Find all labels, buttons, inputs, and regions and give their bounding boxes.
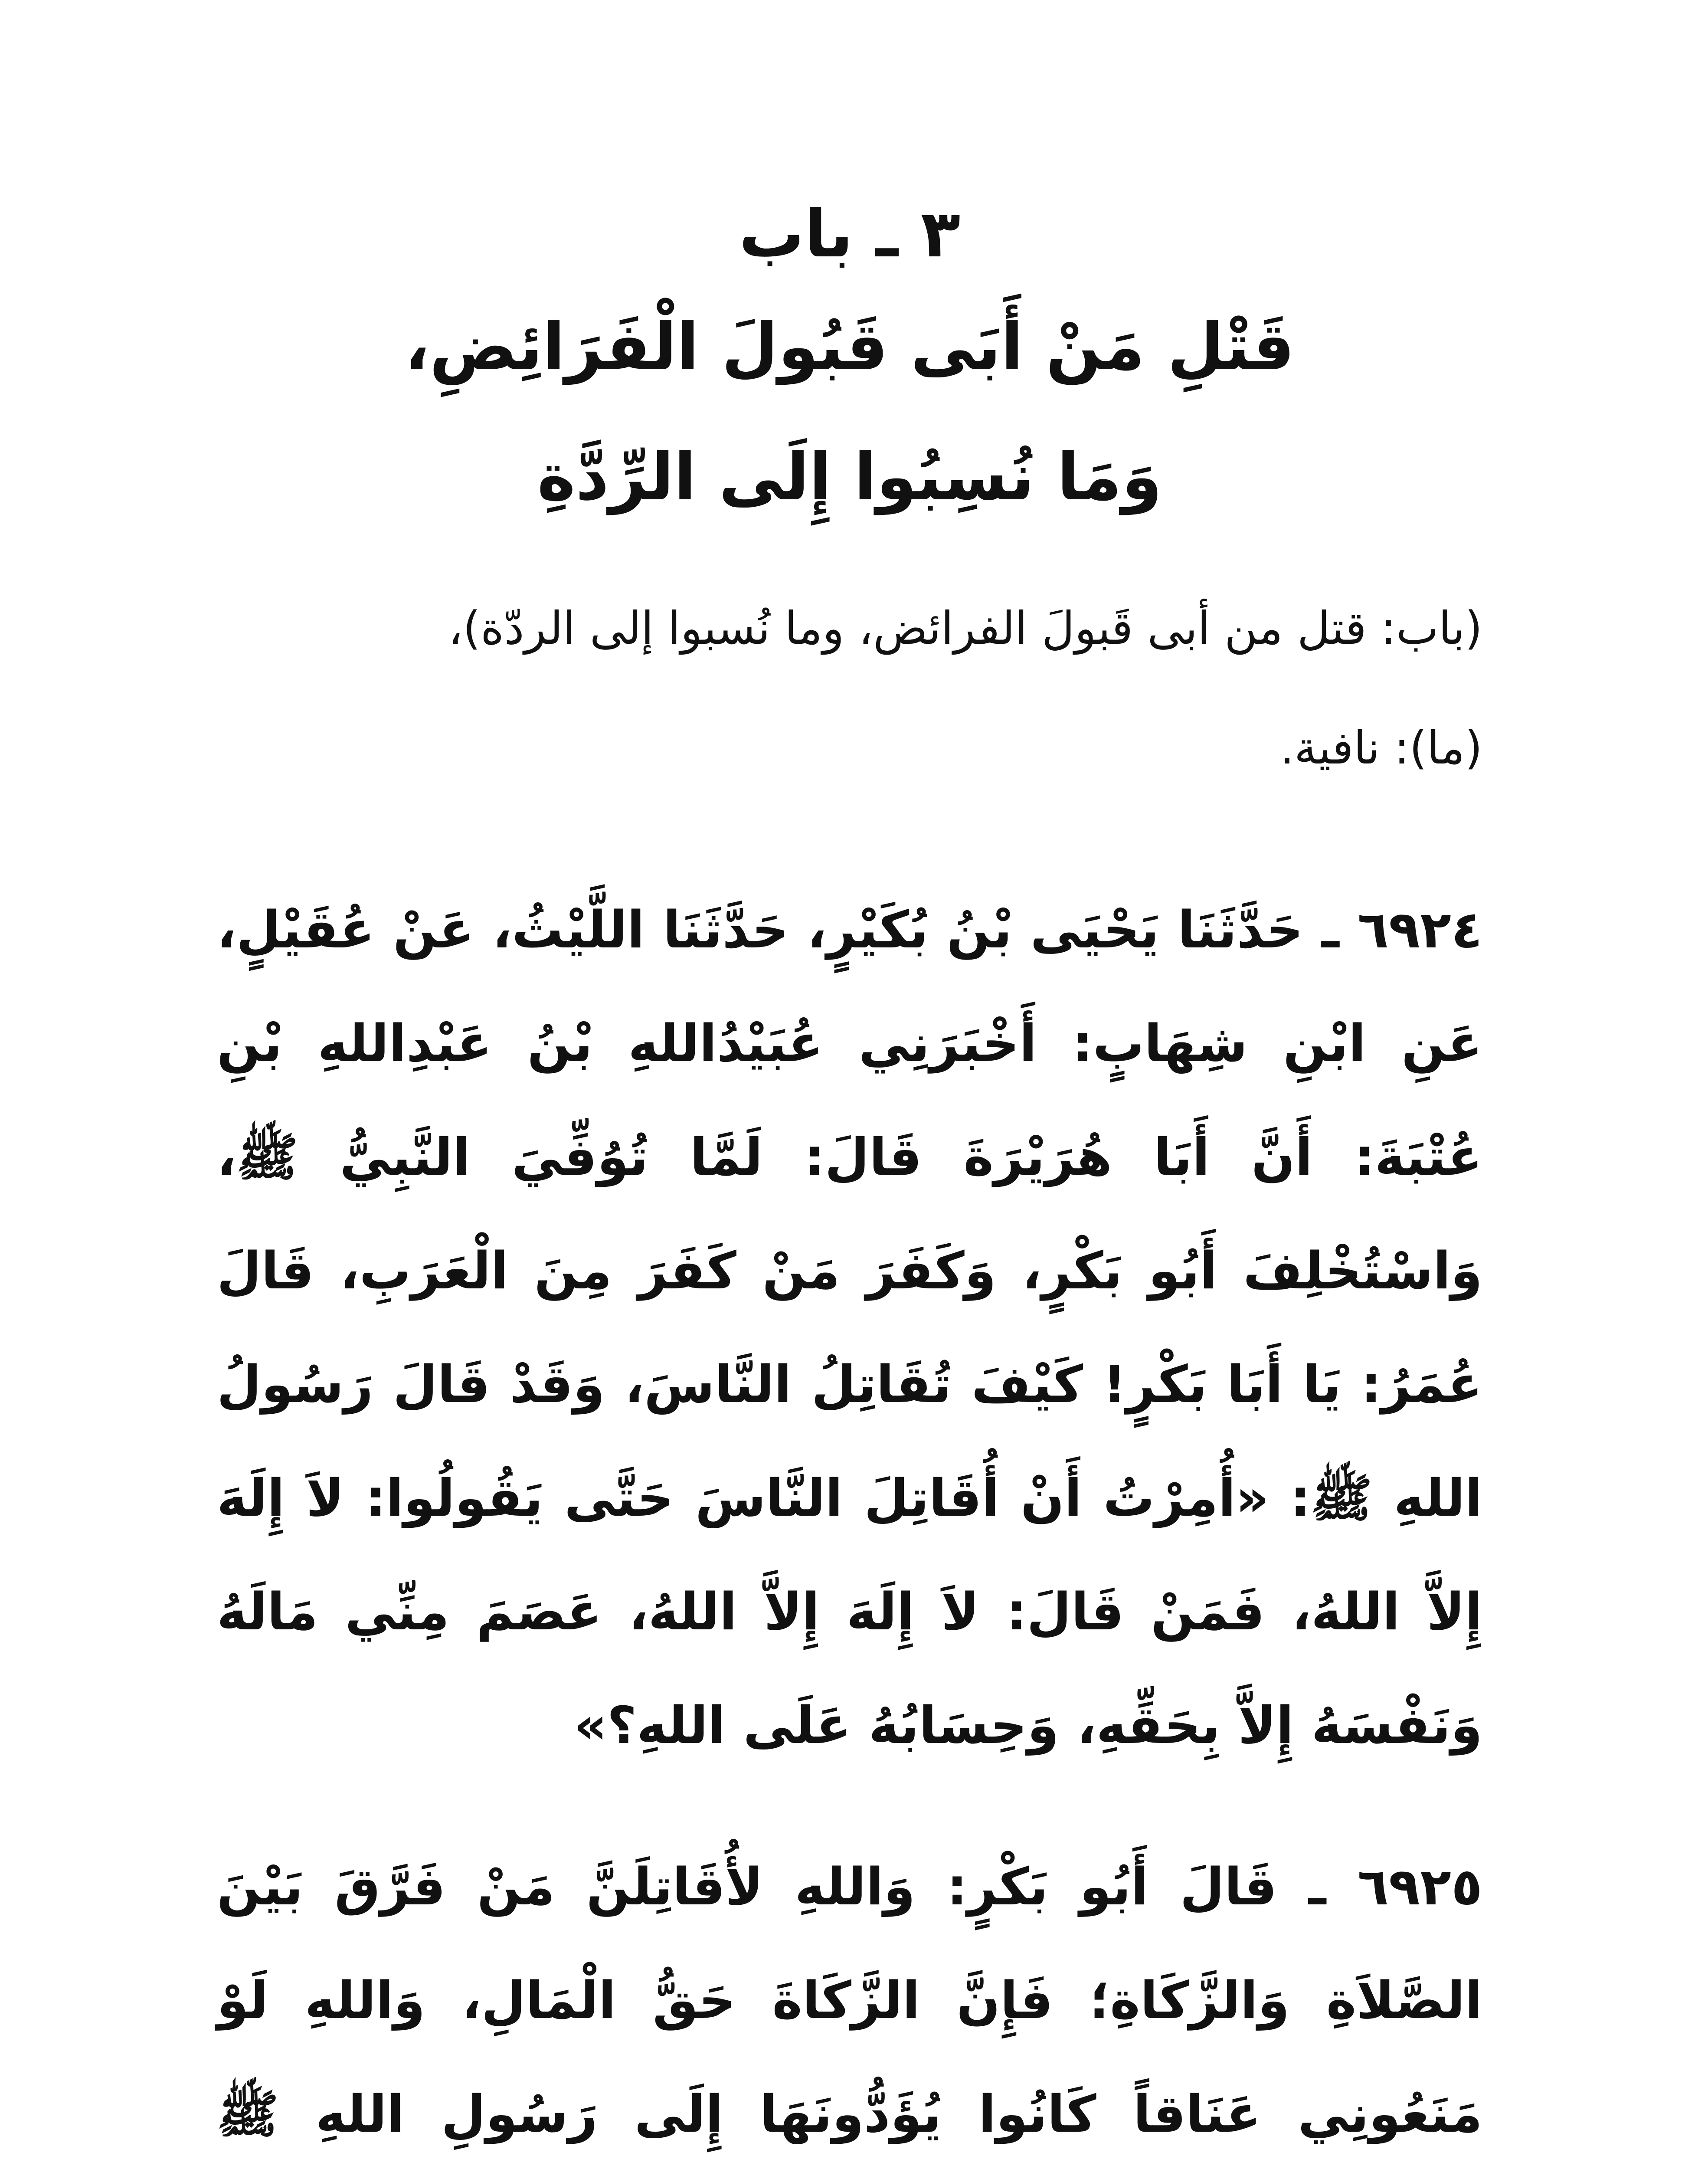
chapter-commentary (217, 568, 1482, 808)
hadith-6925: ٦٩٢٥ ـ قَالَ أَبُو بَكْرٍ: وَاللهِ لأُقَاتِلَنَّ مَنْ فَرَّقَ بَيْنَ الصَّلاَةِ وَالزَّكَاةِ؛ فَإِنَّ الزَّكَاةَ حَقُّ الْمَالِ، وَاللهِ لَوْ مَنَعُونِي عَنَاقاً كَانُوا يُؤَدُّونَهَا إِلَى رَسُولِ اللهِ ﷺ (217, 1857, 1482, 2144)
hadith-6924: ٦٩٢٤ ـ حَدَّثَنَا يَحْيَى بْنُ بُكَيْرٍ، حَدَّثَنَا اللَّيْثُ، عَنْ عُقَيْلٍ، عَنِ ابْنِ شِهَابٍ: أَخْبَرَنِي عُبَيْدُاللهِ بْنُ عَبْدِاللهِ بْنِ عُتْبَةَ: أَنَّ أَبَا هُرَيْرَةَ قَالَ: لَمَّا تُوُفِّيَ النَّبِيُّ ﷺ، وَاسْتُخْلِفَ أَبُو بَكْرٍ، وَكَفَرَ مَنْ كَفَرَ مِنَ الْعَرَبِ، قَالَ عُمَرُ: يَا أَبَا بَكْرٍ! كَيْفَ تُقَاتِلُ النَّاسَ، وَقَدْ قَالَ رَسُولُ اللهِ ﷺ: «أُمِرْتُ أَنْ أُقَاتِلَ النَّاسَ حَتَّى يَقُولُوا: لاَ إِلَهَ إِلاَّ اللهُ، فَمَنْ قَالَ: لاَ إِلَهَ إِلاَّ اللهُ، عَصَمَ مِنِّي مَالَهُ وَنَفْسَهُ إِلاَّ بِحَقِّهِ، وَحِسَابُهُ عَلَى اللهِ؟» (217, 900, 1482, 1755)
commentary-line: (ما): نافية. (1279, 721, 1482, 774)
page-content (217, 187, 1482, 2169)
chapter-title-line-1: قَتْلِ مَنْ أَبَى قَبُولَ الْفَرَائِضِ، (405, 309, 1295, 385)
chapter-number: ٣ ـ باب (739, 197, 961, 272)
commentary-line: (باب: قتل من أبى قَبولَ الفرائض، وما نُسبوا إلى الردّة)، (448, 602, 1482, 655)
chapter-title-line-2: وَمَا نُسِبُوا إِلَى الرِّدَّةِ (537, 439, 1162, 515)
